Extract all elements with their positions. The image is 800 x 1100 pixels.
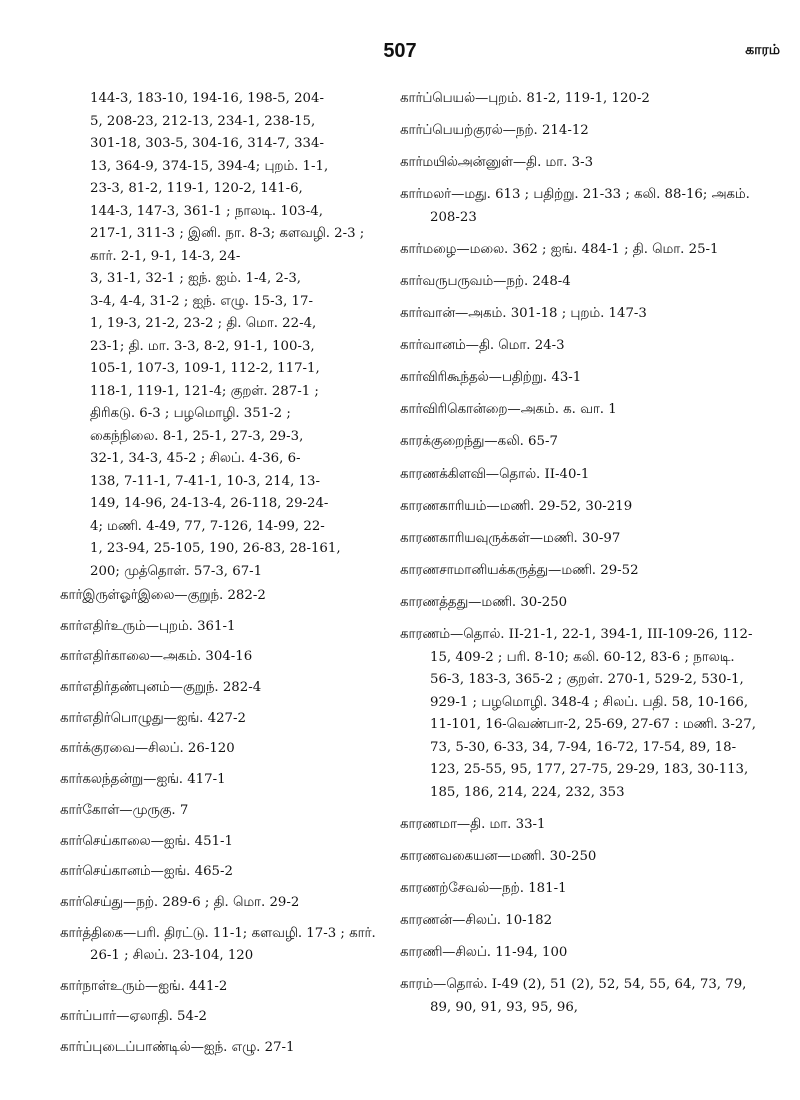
index-entry — [60, 861, 378, 884]
entry-text: கார்இருள்ஓர்இலை—குறுந். 282-2 — [60, 588, 266, 603]
index-entry — [400, 399, 758, 422]
entry-text: கார்கலந்தன்று—ஐங். 417-1 — [60, 772, 226, 788]
continuation-line: 4; மணி. 4-49, 77, 7-126, 14-99, 22- — [90, 518, 325, 534]
index-entry — [400, 271, 758, 294]
index-entry — [400, 942, 758, 965]
entry-text: கார்கோள்—முருகு. 7 — [60, 802, 189, 818]
entry-text: காரணசாமானியக்கருத்து—மணி. 29-52 — [400, 562, 639, 578]
entry-text: காரணி—சிலப். 11-94, 100 — [400, 944, 568, 960]
continuation-line: 200; முத்தொள். 57-3, 67-1 — [90, 563, 263, 579]
entry-text: கார்எதிர்பொழுது—ஐங். 427-2 — [60, 710, 246, 726]
entry-text: காரணக்கிளவி—தொல். II-40-1 — [400, 466, 590, 482]
index-entry — [60, 1006, 378, 1029]
page-number: 507 — [383, 40, 417, 62]
continuation-line: 217-1, 311-3 ; இனி. நா. 8-3; களவழி. 2-3 ; — [90, 226, 365, 241]
continuation-line: 105-1, 107-3, 109-1, 112-2, 117-1, — [90, 361, 320, 376]
continuation-line: 23-1; தி. மா. 3-3, 8-2, 91-1, 100-3, — [90, 338, 315, 354]
entry-text: காரணவகையன—மணி. 30-250 — [400, 848, 597, 864]
entry-text: கார்விரிகூந்தல்—பதிற்று. 43-1 — [400, 370, 582, 386]
continuation-block — [60, 88, 378, 583]
continuation-line: 3-4, 4-4, 31-2 ; ஐந். எழு. 15-3, 17- — [90, 293, 313, 309]
entry-text: கார்வான்—அகம். 301-18 ; புறம். 147-3 — [400, 306, 647, 322]
continuation-line: 32-1, 34-3, 45-2 ; சிலப். 4-36, 6- — [90, 451, 301, 466]
continuation-line: 1, 23-94, 25-105, 190, 26-83, 28-161, — [90, 541, 341, 556]
index-entry — [400, 303, 758, 326]
index-entry — [400, 184, 758, 229]
entry-text: கார்வருபருவம்—நற். 248-4 — [400, 273, 571, 289]
index-entry — [60, 677, 378, 700]
entry-text: கார்மயில்அன்னுள்—தி. மா. 3-3 — [400, 155, 594, 171]
index-entry — [400, 814, 758, 837]
entry-text: காரணத்தது—மணி. 30-250 — [400, 594, 568, 610]
index-entry — [400, 592, 758, 615]
continuation-line: கார். 2-1, 9-1, 14-3, 24- — [90, 248, 241, 264]
continuation-line: 144-3, 147-3, 361-1 ; நாலடி. 103-4, — [90, 203, 323, 219]
right-entry-list — [400, 88, 758, 1019]
entry-text: கார்நாள்உரும்—ஐங். 441-2 — [60, 978, 228, 994]
continuation-line: 149, 14-96, 24-13-4, 26-118, 29-24- — [90, 496, 329, 511]
entry-text: கார்எதிர்காலை—அகம். 304-16 — [60, 649, 253, 665]
index-entry — [400, 335, 758, 358]
index-entry — [400, 152, 758, 175]
index-entry — [400, 974, 758, 1019]
index-entry — [60, 616, 378, 639]
entry-text: காரணம்—தொல். II-21-1, 22-1, 394-1, III-109-26, 112-15, 409-2 ; பரி. 8-10; கலி. 60-12, 83-6 ; நாலடி. 56-3, 183-3, 365-2 ; குறள். 270-1, 529-2, 530-1, 929-1 ; பழமொழி. 348-4 ; சிலப். பதி. 58, 10-166, 11-101, 16-வெண்பா-2, 25-69, 27-67 : மணி. 3-27, 73, 5-30, 6-33, 34, 7-94, 16-72, 17-54, 89, 18-123, 25-55, 95, 177, 27-75, 29-29, 183, 30-113, 185, 186, 214, 224, 232, 353 — [400, 627, 756, 800]
entry-text: காரணகாரியம்—மணி. 29-52, 30-219 — [400, 498, 633, 514]
index-entry — [60, 923, 378, 968]
index-entry — [60, 769, 378, 792]
continuation-line: 144-3, 183-10, 194-16, 198-5, 204- — [90, 91, 324, 106]
entry-text: காரக்குறைந்து—கலி. 65-7 — [400, 434, 558, 450]
index-entry — [400, 846, 758, 869]
entry-text: கார்செய்கானம்—ஐங். 465-2 — [60, 864, 233, 880]
entry-text: கார்ப்பார்—ஏலாதி. 54-2 — [60, 1009, 207, 1025]
index-entry — [400, 560, 758, 583]
entry-text: கார்எதிர்உரும்—புறம். 361-1 — [60, 618, 236, 634]
index-entry — [60, 646, 378, 669]
continuation-line: 3, 31-1, 32-1 ; ஐந். ஐம். 1-4, 2-3, — [90, 271, 302, 286]
entry-text: கார்செய்து—நற். 289-6 ; தி. மொ. 29-2 — [60, 894, 300, 910]
entry-text: கார்ப்பெயல்—புறம். 81-2, 119-1, 120-2 — [400, 91, 650, 106]
continuation-line: 23-3, 81-2, 119-1, 120-2, 141-6, — [90, 181, 303, 196]
left-entry-list — [60, 585, 378, 1060]
entry-text: காரம்—தொல். I-49 (2), 51 (2), 52, 54, 55, 64, 73, 79, 89, 90, 91, 93, 95, 96, — [400, 977, 747, 1015]
index-entry — [400, 367, 758, 390]
index-entry — [60, 708, 378, 731]
entry-text: கார்த்திகை—பரி. திரட்டு. 11-1; களவழி. 17-3 ; கார். 26-1 ; சிலப். 23-104, 120 — [60, 925, 376, 964]
index-entry — [400, 910, 758, 933]
continuation-line: 138, 7-11-1, 7-41-1, 10-3, 214, 13- — [90, 473, 320, 489]
continuation-line: 301-18, 303-5, 304-16, 314-7, 334- — [90, 136, 324, 151]
index-entry — [60, 831, 378, 854]
left-column — [60, 88, 378, 1068]
continuation-line: திரிகடு. 6-3 ; பழமொழி. 351-2 ; — [90, 406, 291, 421]
entry-text: கார்விரிகொன்றை—அகம். க. வா. 1 — [400, 402, 617, 418]
entry-text: கார்க்குரவை—சிலப். 26-120 — [60, 741, 235, 757]
entry-text: கார்வானம்—தி. மொ. 24-3 — [400, 338, 565, 354]
index-entry — [400, 88, 758, 111]
index-entry — [400, 528, 758, 551]
continuation-line: 118-1, 119-1, 121-4; குறள். 287-1 ; — [90, 383, 319, 399]
continuation-line: 1, 19-3, 21-2, 23-2 ; தி. மொ. 22-4, — [90, 316, 317, 331]
index-entry — [400, 496, 758, 519]
entry-text: காரணகாரியவுருக்கள்—மணி. 30-97 — [400, 530, 621, 546]
entry-text: காரணன்—சிலப். 10-182 — [400, 912, 553, 928]
entry-text: கார்ப்புடைப்பாண்டில்—ஐந். எழு. 27-1 — [60, 1040, 295, 1056]
index-entry — [400, 431, 758, 454]
continuation-line: கைந்நிலை. 8-1, 25-1, 27-3, 29-3, — [90, 428, 304, 444]
index-entry — [60, 585, 378, 608]
entry-text: கார்செய்காலை—ஐங். 451-1 — [60, 833, 233, 849]
entry-text: காரணமா—தி. மா. 33-1 — [400, 816, 546, 832]
entry-text: கார்மழை—மலை. 362 ; ஐங். 484-1 ; தி. மொ. 25-1 — [400, 241, 719, 257]
index-entry — [400, 878, 758, 901]
index-entry — [400, 624, 758, 804]
index-entry — [400, 239, 758, 262]
entry-text: கார்மலர்—மது. 613 ; பதிற்று. 21-33 ; கலி. 88-16; அகம். 208-23 — [400, 187, 750, 225]
index-entry — [60, 738, 378, 761]
entry-text: காரணற்சேவல்—நற். 181-1 — [400, 880, 567, 896]
entry-text: கார்ப்பெயற்குரல்—நற். 214-12 — [400, 123, 589, 139]
entry-text: கார்எதிர்தண்புனம்—குறுந். 282-4 — [60, 680, 262, 696]
running-head: காரம் — [745, 42, 780, 58]
index-entry — [60, 892, 378, 915]
index-entry — [400, 464, 758, 487]
index-entry — [60, 800, 378, 823]
index-entry — [400, 120, 758, 143]
index-entry — [60, 1037, 378, 1060]
right-column — [400, 88, 758, 1029]
continuation-line: 13, 364-9, 374-15, 394-4; புறம். 1-1, — [90, 158, 329, 174]
continuation-line: 5, 208-23, 212-13, 234-1, 238-15, — [90, 113, 316, 129]
index-entry — [60, 976, 378, 999]
